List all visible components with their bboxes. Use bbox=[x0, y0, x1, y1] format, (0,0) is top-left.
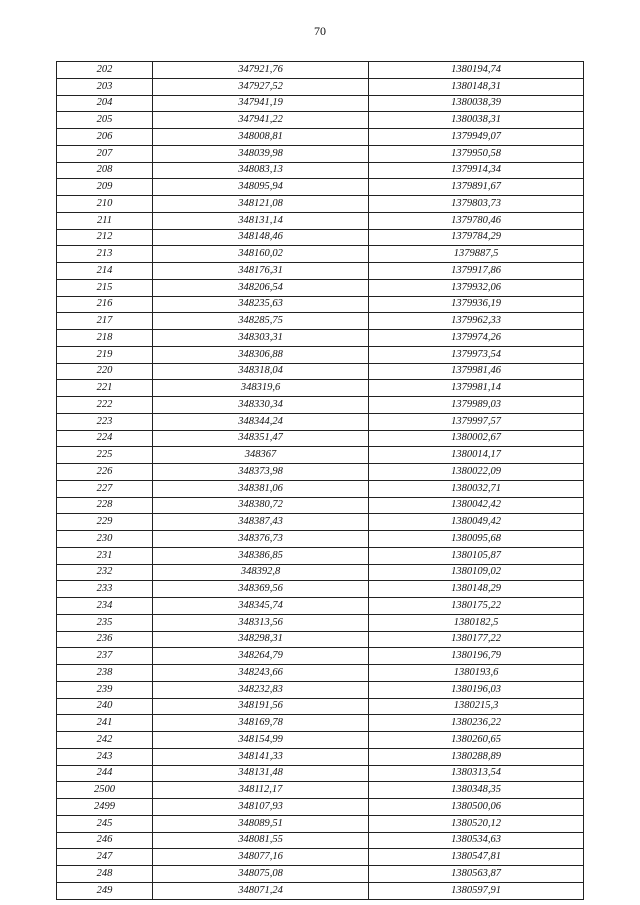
table-row bbox=[57, 732, 584, 749]
x-coordinate-cell: 348154,99 bbox=[153, 732, 369, 749]
point-number-cell: 214 bbox=[57, 263, 153, 280]
x-coordinate-cell: 348107,93 bbox=[153, 799, 369, 816]
x-coordinate-cell: 348387,43 bbox=[153, 514, 369, 531]
y-coordinate-cell: 1379914,34 bbox=[369, 162, 584, 179]
table-row bbox=[57, 564, 584, 581]
point-number-cell: 224 bbox=[57, 430, 153, 447]
x-coordinate-cell: 348264,79 bbox=[153, 648, 369, 665]
table-row bbox=[57, 715, 584, 732]
x-coordinate-cell: 348386,85 bbox=[153, 547, 369, 564]
y-coordinate-cell: 1379973,54 bbox=[369, 346, 584, 363]
point-number-cell: 230 bbox=[57, 531, 153, 548]
x-coordinate-cell: 348380,72 bbox=[153, 497, 369, 514]
y-coordinate-cell: 1380038,39 bbox=[369, 95, 584, 112]
point-number-cell: 211 bbox=[57, 212, 153, 229]
table-row bbox=[57, 179, 584, 196]
y-coordinate-cell: 1379936,19 bbox=[369, 296, 584, 313]
y-coordinate-cell: 1379917,86 bbox=[369, 263, 584, 280]
point-number-cell: 213 bbox=[57, 246, 153, 263]
table-row bbox=[57, 832, 584, 849]
point-number-cell: 209 bbox=[57, 179, 153, 196]
x-coordinate-cell: 348330,34 bbox=[153, 397, 369, 414]
point-number-cell: 225 bbox=[57, 447, 153, 464]
table-row bbox=[57, 866, 584, 883]
x-coordinate-cell: 348141,33 bbox=[153, 748, 369, 765]
y-coordinate-cell: 1380109,02 bbox=[369, 564, 584, 581]
table-row bbox=[57, 145, 584, 162]
table-row bbox=[57, 765, 584, 782]
x-coordinate-cell: 348367 bbox=[153, 447, 369, 464]
x-coordinate-cell: 348344,24 bbox=[153, 413, 369, 430]
x-coordinate-cell: 348169,78 bbox=[153, 715, 369, 732]
x-coordinate-cell: 348306,88 bbox=[153, 346, 369, 363]
point-number-cell: 226 bbox=[57, 464, 153, 481]
y-coordinate-cell: 1380500,06 bbox=[369, 799, 584, 816]
table-row bbox=[57, 447, 584, 464]
point-number-cell: 2499 bbox=[57, 799, 153, 816]
x-coordinate-cell: 348381,06 bbox=[153, 480, 369, 497]
x-coordinate-cell: 348083,13 bbox=[153, 162, 369, 179]
point-number-cell: 216 bbox=[57, 296, 153, 313]
table-row bbox=[57, 263, 584, 280]
table-row bbox=[57, 62, 584, 79]
x-coordinate-cell: 348285,75 bbox=[153, 313, 369, 330]
point-number-cell: 218 bbox=[57, 330, 153, 347]
table-row bbox=[57, 480, 584, 497]
y-coordinate-cell: 1380014,17 bbox=[369, 447, 584, 464]
y-coordinate-cell: 1380313,54 bbox=[369, 765, 584, 782]
table-row bbox=[57, 698, 584, 715]
x-coordinate-cell: 348232,83 bbox=[153, 681, 369, 698]
table-row bbox=[57, 112, 584, 129]
y-coordinate-cell: 1379887,5 bbox=[369, 246, 584, 263]
coordinates-table bbox=[56, 61, 584, 900]
x-coordinate-cell: 348318,04 bbox=[153, 363, 369, 380]
x-coordinate-cell: 348313,56 bbox=[153, 614, 369, 631]
y-coordinate-cell: 1379989,03 bbox=[369, 397, 584, 414]
y-coordinate-cell: 1380177,22 bbox=[369, 631, 584, 648]
table-row bbox=[57, 631, 584, 648]
x-coordinate-cell: 348373,98 bbox=[153, 464, 369, 481]
x-coordinate-cell: 347941,19 bbox=[153, 95, 369, 112]
point-number-cell: 228 bbox=[57, 497, 153, 514]
y-coordinate-cell: 1380002,67 bbox=[369, 430, 584, 447]
point-number-cell: 215 bbox=[57, 279, 153, 296]
x-coordinate-cell: 348206,54 bbox=[153, 279, 369, 296]
x-coordinate-cell: 348160,02 bbox=[153, 246, 369, 263]
y-coordinate-cell: 1380193,6 bbox=[369, 665, 584, 682]
table-row bbox=[57, 413, 584, 430]
point-number-cell: 247 bbox=[57, 849, 153, 866]
table-row bbox=[57, 246, 584, 263]
point-number-cell: 202 bbox=[57, 62, 153, 79]
point-number-cell: 237 bbox=[57, 648, 153, 665]
y-coordinate-cell: 1379962,33 bbox=[369, 313, 584, 330]
table-row bbox=[57, 229, 584, 246]
y-coordinate-cell: 1379997,57 bbox=[369, 413, 584, 430]
x-coordinate-cell: 348121,08 bbox=[153, 196, 369, 213]
x-coordinate-cell: 348298,31 bbox=[153, 631, 369, 648]
point-number-cell: 240 bbox=[57, 698, 153, 715]
point-number-cell: 217 bbox=[57, 313, 153, 330]
x-coordinate-cell: 348081,55 bbox=[153, 832, 369, 849]
point-number-cell: 212 bbox=[57, 229, 153, 246]
point-number-cell: 234 bbox=[57, 598, 153, 615]
table-row bbox=[57, 748, 584, 765]
x-coordinate-cell: 348077,16 bbox=[153, 849, 369, 866]
table-row bbox=[57, 380, 584, 397]
y-coordinate-cell: 1379784,29 bbox=[369, 229, 584, 246]
y-coordinate-cell: 1380196,03 bbox=[369, 681, 584, 698]
table-row bbox=[57, 648, 584, 665]
y-coordinate-cell: 1380563,87 bbox=[369, 866, 584, 883]
table-row bbox=[57, 464, 584, 481]
point-number-cell: 235 bbox=[57, 614, 153, 631]
y-coordinate-cell: 1380236,22 bbox=[369, 715, 584, 732]
y-coordinate-cell: 1380032,71 bbox=[369, 480, 584, 497]
table-row bbox=[57, 313, 584, 330]
table-row bbox=[57, 363, 584, 380]
table-row bbox=[57, 330, 584, 347]
y-coordinate-cell: 1379974,26 bbox=[369, 330, 584, 347]
point-number-cell: 208 bbox=[57, 162, 153, 179]
table-row bbox=[57, 531, 584, 548]
y-coordinate-cell: 1380182,5 bbox=[369, 614, 584, 631]
point-number-cell: 210 bbox=[57, 196, 153, 213]
table-row bbox=[57, 514, 584, 531]
coordinates-table-body bbox=[57, 62, 584, 900]
table-row bbox=[57, 799, 584, 816]
x-coordinate-cell: 348345,74 bbox=[153, 598, 369, 615]
x-coordinate-cell: 348131,48 bbox=[153, 765, 369, 782]
x-coordinate-cell: 348319,6 bbox=[153, 380, 369, 397]
x-coordinate-cell: 348039,98 bbox=[153, 145, 369, 162]
y-coordinate-cell: 1379891,67 bbox=[369, 179, 584, 196]
table-row bbox=[57, 815, 584, 832]
table-row bbox=[57, 78, 584, 95]
y-coordinate-cell: 1380022,09 bbox=[369, 464, 584, 481]
y-coordinate-cell: 1380105,87 bbox=[369, 547, 584, 564]
y-coordinate-cell: 1379950,58 bbox=[369, 145, 584, 162]
x-coordinate-cell: 348112,17 bbox=[153, 782, 369, 799]
y-coordinate-cell: 1380175,22 bbox=[369, 598, 584, 615]
x-coordinate-cell: 348071,24 bbox=[153, 882, 369, 899]
point-number-cell: 203 bbox=[57, 78, 153, 95]
point-number-cell: 229 bbox=[57, 514, 153, 531]
x-coordinate-cell: 348095,94 bbox=[153, 179, 369, 196]
y-coordinate-cell: 1379780,46 bbox=[369, 212, 584, 229]
y-coordinate-cell: 1380260,65 bbox=[369, 732, 584, 749]
x-coordinate-cell: 348089,51 bbox=[153, 815, 369, 832]
table-row bbox=[57, 614, 584, 631]
table-row bbox=[57, 95, 584, 112]
point-number-cell: 222 bbox=[57, 397, 153, 414]
x-coordinate-cell: 347921,76 bbox=[153, 62, 369, 79]
point-number-cell: 227 bbox=[57, 480, 153, 497]
point-number-cell: 206 bbox=[57, 129, 153, 146]
y-coordinate-cell: 1380597,91 bbox=[369, 882, 584, 899]
x-coordinate-cell: 348243,66 bbox=[153, 665, 369, 682]
table-row bbox=[57, 547, 584, 564]
point-number-cell: 221 bbox=[57, 380, 153, 397]
y-coordinate-cell: 1380215,3 bbox=[369, 698, 584, 715]
point-number-cell: 241 bbox=[57, 715, 153, 732]
table-row bbox=[57, 882, 584, 899]
point-number-cell: 239 bbox=[57, 681, 153, 698]
point-number-cell: 245 bbox=[57, 815, 153, 832]
y-coordinate-cell: 1380042,42 bbox=[369, 497, 584, 514]
x-coordinate-cell: 348369,56 bbox=[153, 581, 369, 598]
x-coordinate-cell: 348191,56 bbox=[153, 698, 369, 715]
table-row bbox=[57, 397, 584, 414]
x-coordinate-cell: 347941,22 bbox=[153, 112, 369, 129]
y-coordinate-cell: 1380148,29 bbox=[369, 581, 584, 598]
x-coordinate-cell: 348392,8 bbox=[153, 564, 369, 581]
point-number-cell: 246 bbox=[57, 832, 153, 849]
y-coordinate-cell: 1380534,63 bbox=[369, 832, 584, 849]
x-coordinate-cell: 348008,81 bbox=[153, 129, 369, 146]
table-row bbox=[57, 346, 584, 363]
point-number-cell: 223 bbox=[57, 413, 153, 430]
y-coordinate-cell: 1380520,12 bbox=[369, 815, 584, 832]
point-number-cell: 243 bbox=[57, 748, 153, 765]
point-number-cell: 205 bbox=[57, 112, 153, 129]
point-number-cell: 207 bbox=[57, 145, 153, 162]
point-number-cell: 231 bbox=[57, 547, 153, 564]
page-number: 70 bbox=[314, 24, 326, 38]
point-number-cell: 2500 bbox=[57, 782, 153, 799]
table-row bbox=[57, 430, 584, 447]
x-coordinate-cell: 348176,31 bbox=[153, 263, 369, 280]
point-number-cell: 249 bbox=[57, 882, 153, 899]
point-number-cell: 232 bbox=[57, 564, 153, 581]
y-coordinate-cell: 1379981,46 bbox=[369, 363, 584, 380]
point-number-cell: 238 bbox=[57, 665, 153, 682]
x-coordinate-cell: 348303,31 bbox=[153, 330, 369, 347]
y-coordinate-cell: 1380196,79 bbox=[369, 648, 584, 665]
x-coordinate-cell: 348075,08 bbox=[153, 866, 369, 883]
table-row bbox=[57, 129, 584, 146]
x-coordinate-cell: 348131,14 bbox=[153, 212, 369, 229]
point-number-cell: 220 bbox=[57, 363, 153, 380]
x-coordinate-cell: 348351,47 bbox=[153, 430, 369, 447]
table-row bbox=[57, 782, 584, 799]
y-coordinate-cell: 1380095,68 bbox=[369, 531, 584, 548]
table-row bbox=[57, 212, 584, 229]
y-coordinate-cell: 1380049,42 bbox=[369, 514, 584, 531]
point-number-cell: 244 bbox=[57, 765, 153, 782]
table-row bbox=[57, 196, 584, 213]
table-row bbox=[57, 279, 584, 296]
point-number-cell: 248 bbox=[57, 866, 153, 883]
point-number-cell: 236 bbox=[57, 631, 153, 648]
y-coordinate-cell: 1379803,73 bbox=[369, 196, 584, 213]
table-row bbox=[57, 162, 584, 179]
table-row bbox=[57, 497, 584, 514]
point-number-cell: 219 bbox=[57, 346, 153, 363]
y-coordinate-cell: 1379949,07 bbox=[369, 129, 584, 146]
x-coordinate-cell: 348148,46 bbox=[153, 229, 369, 246]
point-number-cell: 242 bbox=[57, 732, 153, 749]
table-row bbox=[57, 849, 584, 866]
x-coordinate-cell: 347927,52 bbox=[153, 78, 369, 95]
point-number-cell: 233 bbox=[57, 581, 153, 598]
table-row bbox=[57, 665, 584, 682]
y-coordinate-cell: 1379932,06 bbox=[369, 279, 584, 296]
y-coordinate-cell: 1380194,74 bbox=[369, 62, 584, 79]
x-coordinate-cell: 348235,63 bbox=[153, 296, 369, 313]
y-coordinate-cell: 1380348,35 bbox=[369, 782, 584, 799]
table-row bbox=[57, 581, 584, 598]
point-number-cell: 204 bbox=[57, 95, 153, 112]
y-coordinate-cell: 1380547,81 bbox=[369, 849, 584, 866]
y-coordinate-cell: 1380288,89 bbox=[369, 748, 584, 765]
table-row bbox=[57, 598, 584, 615]
y-coordinate-cell: 1379981,14 bbox=[369, 380, 584, 397]
y-coordinate-cell: 1380038,31 bbox=[369, 112, 584, 129]
y-coordinate-cell: 1380148,31 bbox=[369, 78, 584, 95]
table-row bbox=[57, 681, 584, 698]
x-coordinate-cell: 348376,73 bbox=[153, 531, 369, 548]
table-row bbox=[57, 296, 584, 313]
